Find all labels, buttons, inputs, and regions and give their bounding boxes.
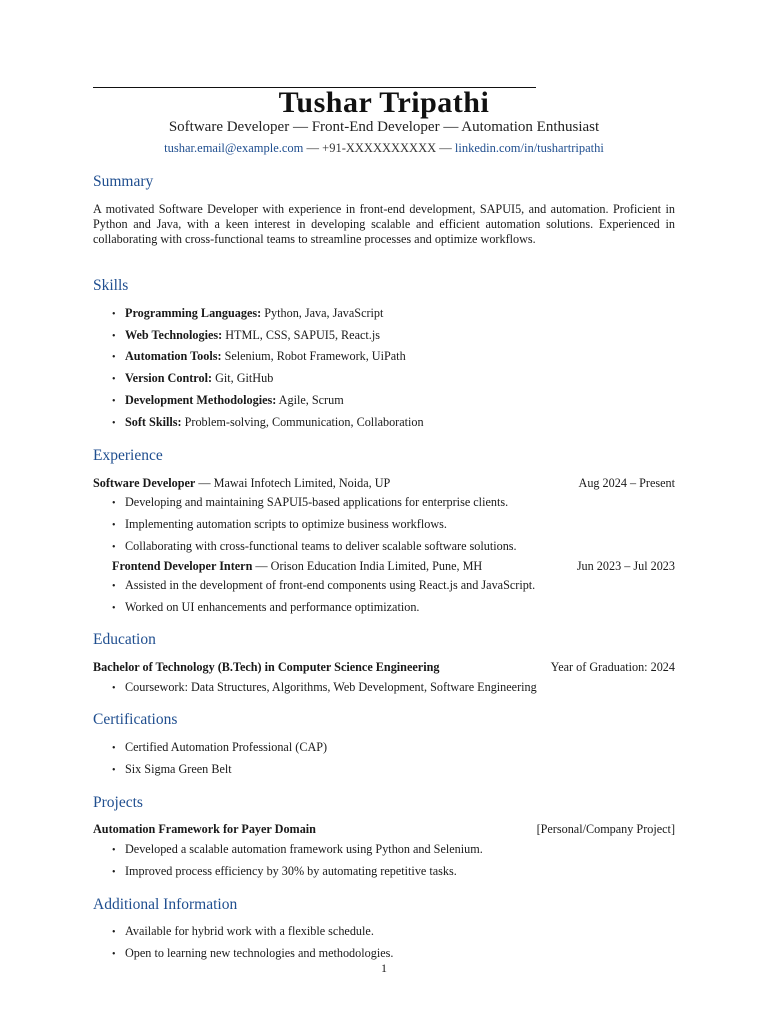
project-name: Automation Framework for Payer Domain bbox=[93, 822, 316, 836]
bullet-icon: • bbox=[112, 396, 116, 407]
bullet-icon: • bbox=[112, 374, 116, 385]
certification-text: Six Sigma Green Belt bbox=[125, 762, 232, 776]
bullet-icon: • bbox=[112, 765, 116, 776]
contact-separator: — bbox=[436, 141, 455, 155]
certification-item bbox=[112, 762, 672, 777]
skill-label: Programming Languages: bbox=[125, 306, 262, 320]
skill-value: Selenium, Robot Framework, UiPath bbox=[221, 349, 406, 363]
education-bullet-text: Coursework: Data Structures, Algorithms, Web Development, Software Engineering bbox=[125, 680, 537, 694]
skill-value: HTML, CSS, SAPUI5, React.js bbox=[222, 328, 380, 342]
section-title-skills: Skills bbox=[93, 277, 129, 294]
section-title-experience: Experience bbox=[93, 447, 163, 464]
bullet-icon: • bbox=[112, 331, 116, 342]
contact-separator: — bbox=[303, 141, 323, 155]
bullet-icon: • bbox=[112, 542, 116, 553]
additional-text: Available for hybrid work with a flexible schedule. bbox=[125, 924, 374, 938]
summary-text: A motivated Software Developer with experience in front-end development, SAPUI5, and automation. Proficient in Python and Java, with a keen interest in developing scalable and efficient automation solutions. Experienced in collaborating with cross-functional teams to streamline processes and optimize workflows. bbox=[93, 202, 675, 246]
project-bullet-text: Improved process efficiency by 30% by automating repetitive tasks. bbox=[125, 864, 457, 878]
education-header bbox=[93, 660, 675, 675]
bullet-icon: • bbox=[112, 418, 116, 429]
additional-item bbox=[112, 924, 672, 939]
skill-item bbox=[112, 393, 672, 408]
skill-value: Problem-solving, Communication, Collaboration bbox=[181, 415, 424, 429]
additional-text: Open to learning new technologies and methodologies. bbox=[125, 946, 394, 960]
skill-item bbox=[112, 328, 672, 343]
job-role: Software Developer bbox=[93, 476, 196, 490]
bullet-icon: • bbox=[112, 352, 116, 363]
skill-label: Development Methodologies: bbox=[125, 393, 277, 407]
project-bullet bbox=[112, 842, 672, 857]
bullet-icon: • bbox=[112, 581, 116, 592]
job-header bbox=[93, 476, 675, 491]
bullet-icon: • bbox=[112, 867, 116, 878]
candidate-tagline: Software Developer — Front-End Developer — Automation Enthusiast bbox=[168, 119, 600, 135]
section-title-education: Education bbox=[93, 631, 156, 648]
job-bullet bbox=[112, 600, 672, 615]
bullet-icon: • bbox=[112, 603, 116, 614]
candidate-name: Tushar Tripathi bbox=[278, 86, 490, 119]
section-title-additional: Additional Information bbox=[93, 896, 238, 913]
project-bullet bbox=[112, 864, 672, 879]
skill-label: Version Control: bbox=[125, 371, 213, 385]
project-header bbox=[93, 822, 675, 837]
bullet-icon: • bbox=[112, 498, 116, 509]
skill-item bbox=[112, 371, 672, 386]
skill-value: Python, Java, JavaScript bbox=[261, 306, 384, 320]
job-bullet bbox=[112, 517, 672, 532]
job-bullet bbox=[112, 495, 672, 510]
certification-text: Certified Automation Professional (CAP) bbox=[125, 740, 328, 754]
skill-item bbox=[112, 306, 672, 321]
additional-item bbox=[112, 946, 672, 961]
skill-item bbox=[112, 415, 672, 430]
job-header bbox=[112, 559, 675, 574]
job-org: — Orison Education India Limited, Pune, MH bbox=[252, 559, 483, 573]
skill-item bbox=[112, 349, 672, 364]
job-bullet bbox=[112, 578, 672, 593]
graduation-year: Year of Graduation: 2024 bbox=[550, 660, 675, 674]
job-role: Frontend Developer Intern bbox=[112, 559, 253, 573]
job-bullet bbox=[112, 539, 672, 554]
skill-value: Agile, Scrum bbox=[276, 393, 344, 407]
job-bullet-text: Collaborating with cross-functional teams to deliver scalable software solutions. bbox=[125, 539, 517, 553]
project-bullet-text: Developed a scalable automation framework using Python and Selenium. bbox=[125, 842, 483, 856]
job-dates: Aug 2024 – Present bbox=[578, 476, 675, 490]
page-number: 1 bbox=[381, 961, 387, 975]
bullet-icon: • bbox=[112, 309, 116, 320]
job-bullet-text: Assisted in the development of front-end components using React.js and JavaScript. bbox=[125, 578, 536, 592]
email-link[interactable]: tushar.email@example.com bbox=[164, 141, 304, 155]
degree: Bachelor of Technology (B.Tech) in Computer Science Engineering bbox=[93, 660, 440, 674]
job-bullet-text: Implementing automation scripts to optimize business workflows. bbox=[125, 517, 447, 531]
phone-number: +91-XXXXXXXXXX bbox=[322, 141, 437, 155]
bullet-icon: • bbox=[112, 683, 116, 694]
skill-label: Automation Tools: bbox=[125, 349, 222, 363]
bullet-icon: • bbox=[112, 845, 116, 856]
bullet-icon: • bbox=[112, 520, 116, 531]
bullet-icon: • bbox=[112, 927, 116, 938]
linkedin-link[interactable]: linkedin.com/in/tushartripathi bbox=[454, 141, 604, 155]
job-bullet-text: Worked on UI enhancements and performance optimization. bbox=[125, 600, 420, 614]
skill-label: Soft Skills: bbox=[125, 415, 182, 429]
section-title-certifications: Certifications bbox=[93, 711, 178, 728]
section-title-summary: Summary bbox=[93, 173, 154, 190]
education-bullet bbox=[112, 680, 672, 695]
bullet-icon: • bbox=[112, 949, 116, 960]
job-dates: Jun 2023 – Jul 2023 bbox=[576, 559, 675, 573]
project-tag: [Personal/Company Project] bbox=[536, 822, 675, 836]
job-bullet-text: Developing and maintaining SAPUI5-based applications for enterprise clients. bbox=[125, 495, 509, 509]
skill-label: Web Technologies: bbox=[125, 328, 223, 342]
contact-line bbox=[0, 141, 768, 156]
job-org: — Mawai Infotech Limited, Noida, UP bbox=[195, 476, 391, 490]
section-title-projects: Projects bbox=[93, 794, 143, 811]
skill-value: Git, GitHub bbox=[212, 371, 274, 385]
bullet-icon: • bbox=[112, 743, 116, 754]
certification-item bbox=[112, 740, 672, 755]
